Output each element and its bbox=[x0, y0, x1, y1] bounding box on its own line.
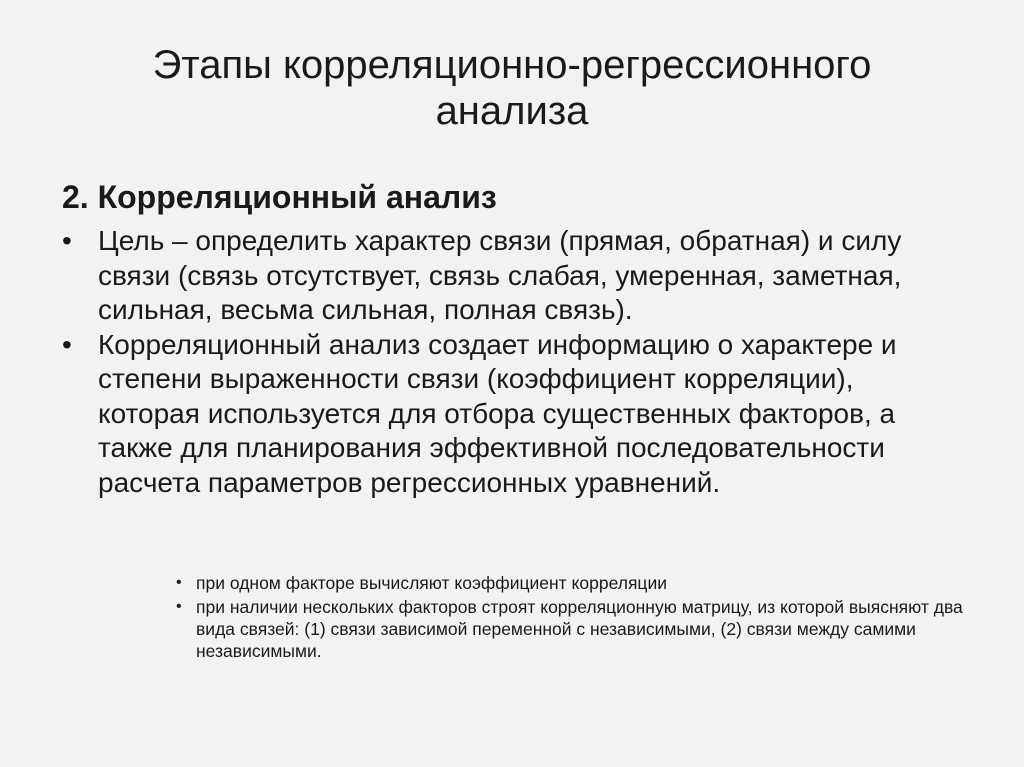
sub-bullet-list bbox=[176, 572, 966, 664]
sub-bullet-text: при одном факторе вычисляют коэффициент корреляции bbox=[196, 573, 668, 593]
sub-bullet-item bbox=[176, 596, 966, 662]
bullet-marker: • bbox=[62, 225, 72, 256]
bullet-marker: • bbox=[62, 328, 72, 360]
sub-bullet-item bbox=[176, 572, 966, 594]
sub-bullet-marker: • bbox=[176, 598, 182, 615]
slide-title-line-1: Этапы корреляционно-регрессионного bbox=[152, 43, 872, 87]
bullet-text: Корреляционный анализ создает информацию о характере и степени выраженности связи (коэффициент корреляции), которая используется для отбора существенных факторов, а также для планирования эффективной последовательности расчета параметров регрессионных уравнений. bbox=[98, 328, 897, 498]
section-heading: 2. Корреляционный анализ bbox=[62, 179, 497, 215]
bullet-item bbox=[62, 224, 962, 328]
slide-title bbox=[40, 42, 984, 134]
bullet-item bbox=[62, 328, 962, 501]
bullet-list bbox=[62, 224, 962, 500]
sub-bullet-text: при наличии нескольких факторов строят корреляционную матрицу, из которой выясняют два вида связей: (1) связи зависимой переменной с независимыми, (2) связи между самими независимыми. bbox=[196, 597, 963, 661]
slide-title-line-2: анализа bbox=[435, 89, 589, 133]
bullet-text: Цель – определить характер связи (прямая, обратная) и силу связи (связь отсутствует, связь слабая, умеренная, заметная, сильная, весьма сильная, полная связь). bbox=[98, 225, 902, 325]
sub-bullet-marker: • bbox=[176, 574, 182, 591]
